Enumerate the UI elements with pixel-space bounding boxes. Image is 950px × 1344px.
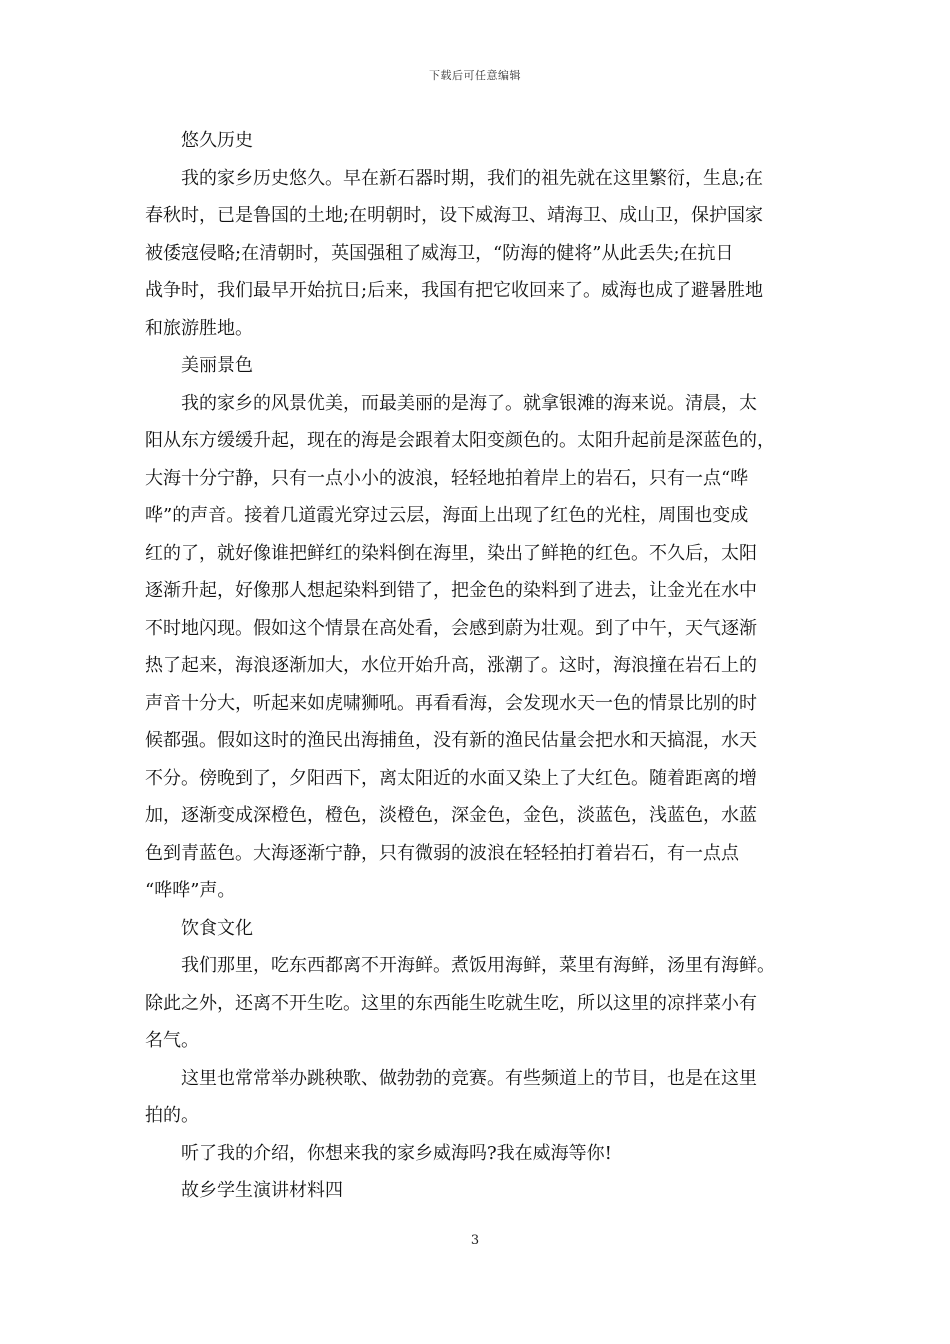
text-line: “哗哗”声。: [145, 880, 236, 901]
text-line: 被倭寇侵略;在清朝时，英国强租了威海卫，“防海的健将”从此丢失;在抗日: [145, 242, 734, 264]
text-line: 拍的。: [145, 1105, 199, 1126]
text-line: 哗”的声音。接着几道霞光穿过云层，海面上出现了红色的光柱，周围也变成: [145, 505, 749, 526]
section-heading-history: 悠久历史: [181, 130, 253, 151]
text-line: 加，逐渐变成深橙色，橙色，淡橙色，深金色，金色，淡蓝色，浅蓝色，水蓝: [145, 805, 757, 826]
document-body: [145, 122, 811, 1210]
text-line: 听了我的介绍，你想来我的家乡威海吗?我在威海等你!: [181, 1142, 612, 1164]
text-line: 战争时，我们最早开始抗日;后来，我国有把它收回来了。威海也成了避暑胜地: [145, 280, 764, 301]
text-line: 这里也常常举办跳秧歌、做勃勃的竞赛。有些频道上的节目，也是在这里: [181, 1067, 757, 1089]
paragraph-history: [145, 160, 811, 348]
text-line: 热了起来，海浪逐渐加大，水位开始升高，涨潮了。这时，海浪撞在岩石上的: [145, 655, 757, 676]
section-heading-scenery: 美丽景色: [181, 355, 253, 376]
page-number: 3: [470, 1233, 480, 1248]
text-line: 春秋时，已是鲁国的土地;在明朝时，设下威海卫、靖海卫、成山卫，保护国家: [145, 205, 764, 226]
paragraph-scenery: [145, 385, 811, 910]
page-header-note: 下载后可任意编辑: [429, 69, 521, 82]
paragraph-food: [145, 947, 811, 1060]
text-line: 声音十分大，听起来如虎啸狮吼。再看看海，会发现水天一色的情景比别的时: [145, 692, 757, 714]
text-line: 大海十分宁静，只有一点小小的波浪，轻轻地拍着岸上的岩石，只有一点“哗: [145, 467, 749, 489]
text-line: 逐渐升起，好像那人想起染料到错了，把金色的染料到了进去，让金光在水中: [145, 580, 757, 601]
paragraph-invitation: [145, 1135, 811, 1173]
text-line: 除此之外，还离不开生吃。这里的东西能生吃就生吃，所以这里的凉拌菜小有: [145, 992, 757, 1014]
text-line: 红的了，就好像谁把鲜红的染料倒在海里，染出了鲜艳的红色。不久后，太阳: [145, 542, 757, 564]
text-line: 阳从东方缓缓升起，现在的海是会跟着太阳变颜色的。太阳升起前是深蓝色的，: [145, 430, 775, 451]
text-line: 色到青蓝色。大海逐渐宁静，只有微弱的波浪在轻轻拍打着岩石，有一点点: [145, 842, 739, 864]
text-line: 名气。: [145, 1030, 199, 1051]
paragraph-events: [145, 1060, 811, 1135]
text-line: 我的家乡的风景优美，而最美丽的是海了。就拿银滩的海来说。清晨，太: [181, 392, 757, 414]
section-heading-food: 饮食文化: [181, 917, 253, 939]
text-line: 不时地闪现。假如这个情景在高处看，会感到蔚为壮观。到了中午，天气逐渐: [145, 617, 757, 639]
text-line: 我的家乡历史悠久。早在新石器时期，我们的祖先就在这里繁衍，生息;在: [181, 167, 764, 189]
text-line: 我们那里，吃东西都离不开海鲜。煮饭用海鲜，菜里有海鲜，汤里有海鲜。: [181, 955, 775, 976]
text-line: 不分。傍晚到了，夕阳西下，离太阳近的水面又染上了大红色。随着距离的增: [145, 767, 757, 789]
text-line: 和旅游胜地。: [145, 317, 253, 339]
closing-heading: 故乡学生演讲材料四: [181, 1180, 343, 1201]
text-line: 候都强。假如这时的渔民出海捕鱼，没有新的渔民估量会把水和天搞混，水天: [145, 730, 757, 751]
